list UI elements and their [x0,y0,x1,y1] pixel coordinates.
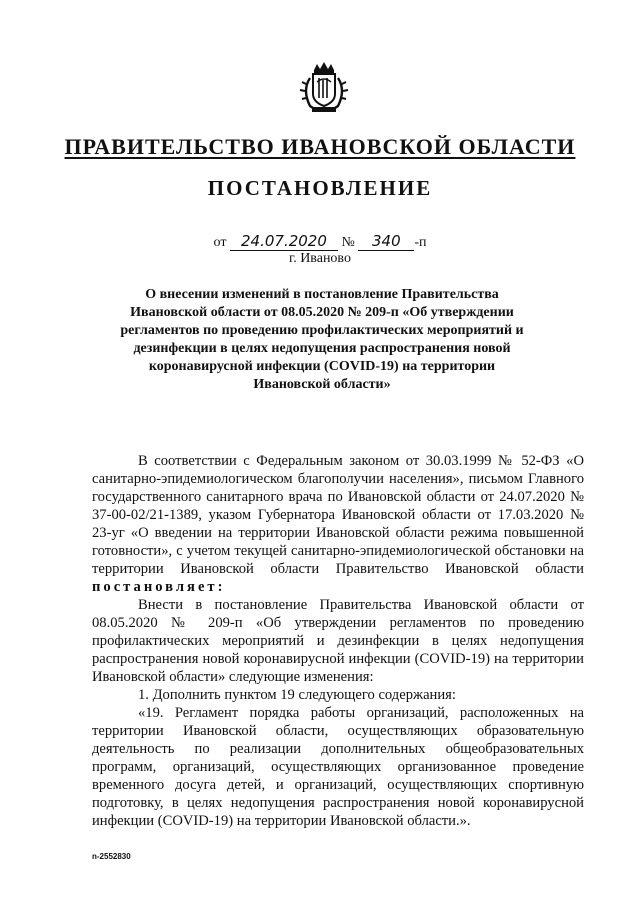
preamble-text: В соответствии с Федеральным законом от 30.03.1999 № 52-ФЗ «О санитарно-эпидемиологическом благополучии населения», письмом Главного государственного санитарного врача по Ивановской области от 24.07.2020 № 37-00-02/21-1389, указом Губернатора Ивановской области от 17.03.2020 № 23-уг «О введении на территории Ивановской области режима повышенной готовности», с учетом текущей санитарно-эпидемиологической обстановки на территории Ивановской области Правительство Ивановской области [92,453,584,577]
document-body [92,452,584,830]
body-paragraph: «19. Регламент порядка работы организаций, расположенных на территории Ивановской области, осуществляющих образовательную деятельность по реализации дополнительных общеобразовательных программ, организаций, осуществляющих организованное проведение временного досуга детей, и организаций, осуществляющих спортивную подготовку, в целях недопущения распространения новой коронавирусной инфекции (COVID-19) на территории Ивановской области.». [92,705,584,829]
document-footer-code: n-2552830 [92,852,131,861]
decree-word: постановляет: [92,579,226,595]
number-suffix: -п [414,235,427,250]
document-number: 340 [358,232,414,251]
body-paragraph: Внести в постановление Правительства Ивановской области от 08.05.2020 № 209-п «Об утверждении регламентов по проведению профилактических мероприятий и дезинфекции в целях недопущения распространения новой коронавирусной инфекции (COVID-19) на территории Ивановской области» следующие изменения: [92,597,584,685]
document-subject: О внесении изменений в постановление Правительства Ивановской области от 08.05.2020 № 209-п «Об утверждении регламентов по проведению профилактических мероприятий и дезинфекции в целях недопущения распространения новой коронавирусной инфекции (COVID-19) на территории Ивановской области» [120,287,524,392]
coat-of-arms-emblem [296,60,352,116]
document-city: г. Иваново [289,251,351,266]
document-type-title: ПОСТАНОВЛЕНИЕ [207,176,433,200]
body-paragraph [92,452,584,596]
number-prefix: № [341,235,355,250]
government-title: ПРАВИТЕЛЬСТВО ИВАНОВСКОЙ ОБЛАСТИ [64,134,576,159]
ivanovo-coat-of-arms-icon [296,60,352,116]
document-date: 24.07.2020 [230,232,338,251]
date-number-line [0,232,640,251]
date-prefix: от [213,235,227,250]
body-paragraph: 1. Дополнить пунктом 19 следующего содержания: [138,687,456,703]
